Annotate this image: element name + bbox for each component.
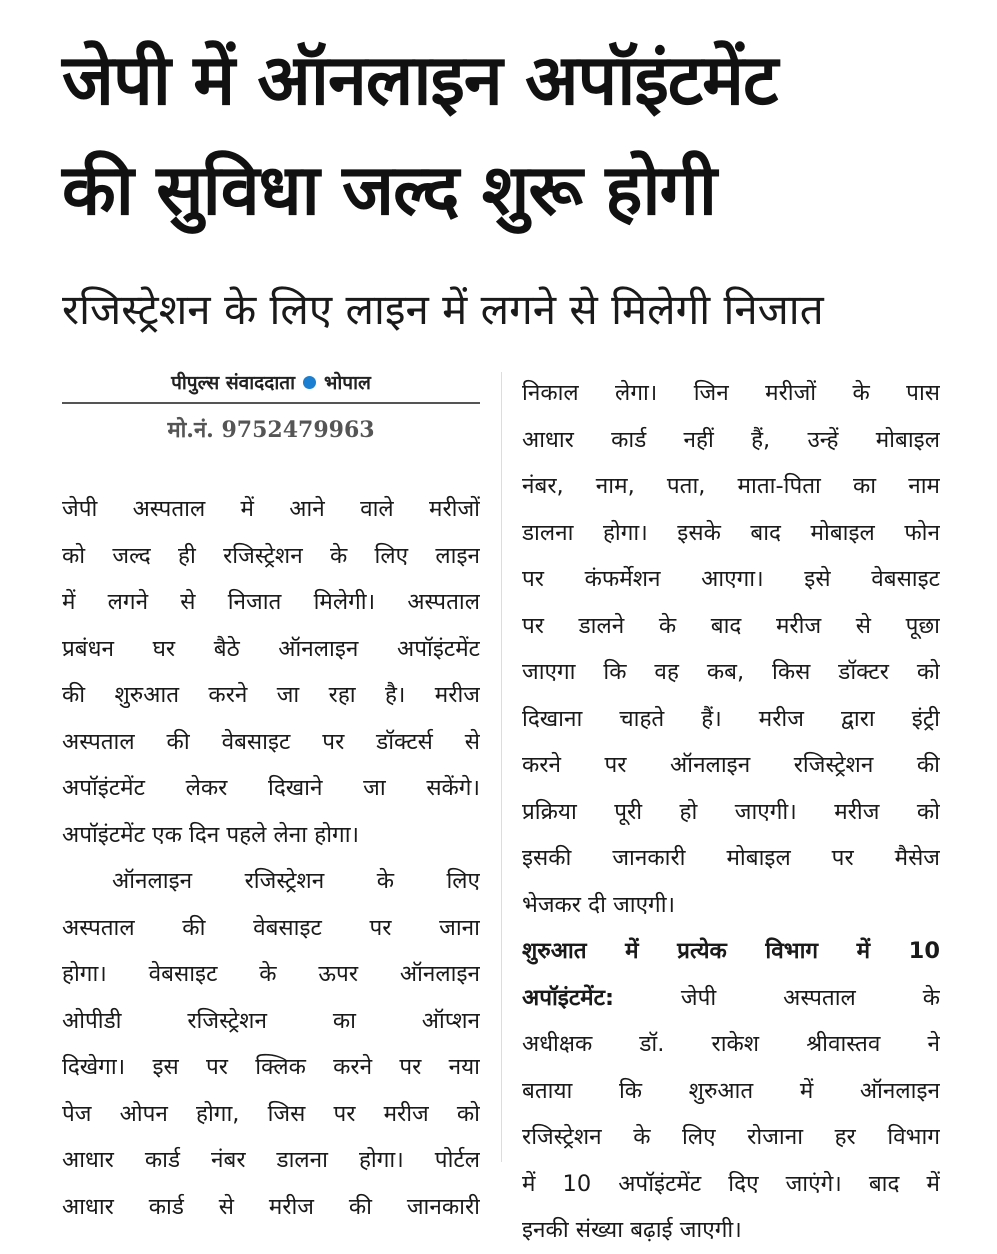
text-line: इनकी संख्या बढ़ाई जाएगी। bbox=[522, 1217, 742, 1243]
reporter-phone: मो.नं. 9752479963 bbox=[167, 417, 375, 443]
text-line: प्रक्रिया पूरी हो जाएगी। मरीज को bbox=[522, 798, 940, 825]
text-line: आधार कार्ड नहीं हैं, उन्हें मोबाइल bbox=[522, 426, 940, 453]
text-line: अपॉइंटमेंट लेकर दिखाने जा सकेंगे। bbox=[62, 775, 480, 801]
subheading-tail: अपॉइंटमेंट: bbox=[522, 984, 614, 1011]
subheading-line: शुरुआत में प्रत्येक विभाग में 10 bbox=[522, 938, 940, 964]
text-line: जेपी अस्पताल में आने वाले मरीजों bbox=[62, 496, 480, 522]
headline-line-2: की सुविधा जल्द शुरू होगी bbox=[62, 149, 717, 231]
text-line: होगा। वेबसाइट के ऊपर ऑनलाइन bbox=[62, 961, 480, 987]
text-line: प्रबंधन घर बैठे ऑनलाइन अपॉइंटमेंट bbox=[62, 635, 480, 662]
text-line: डालना होगा। इसके बाद मोबाइल फोन bbox=[522, 519, 940, 546]
text-line: अधीक्षक डॉ. राकेश श्रीवास्तव ने bbox=[522, 1031, 940, 1057]
text-line: को जल्द ही रजिस्ट्रेशन के लिए लाइन bbox=[62, 542, 480, 569]
text-line: निकाल लेगा। जिन मरीजों के पास bbox=[522, 380, 940, 406]
text-line: पेज ओपन होगा, जिस पर मरीज को bbox=[62, 1100, 480, 1127]
text-line: नंबर, नाम, पता, माता-पिता का नाम bbox=[522, 473, 940, 499]
headline-line-1: जेपी में ऑनलाइन अपॉइंटमेंट bbox=[62, 39, 778, 121]
text-line: ओपीडी रजिस्ट्रेशन का ऑप्शन bbox=[62, 1007, 480, 1034]
text-line: में लगने से निजात मिलेगी। अस्पताल bbox=[62, 589, 480, 615]
text-line: अस्पताल की वेबसाइट पर जाना bbox=[62, 914, 480, 941]
paragraph-start: जेपी अस्पताल के bbox=[680, 984, 940, 1011]
subheadline: रजिस्ट्रेशन के लिए लाइन में लगने से मिलेगी निजात bbox=[62, 285, 824, 334]
text-line: दिखेगा। इस पर क्लिक करने पर नया bbox=[62, 1054, 480, 1080]
article-column-left bbox=[62, 486, 480, 1230]
byline bbox=[62, 362, 480, 404]
bullet-dot-icon bbox=[303, 376, 316, 389]
text-line: भेजकर दी जाएगी। bbox=[522, 891, 676, 918]
text-line: में 10 अपॉइंटमेंट दिए जाएंगे। बाद में bbox=[522, 1170, 940, 1197]
text-line: पर कंफर्मेशन आएगा। इसे वेबसाइट bbox=[522, 566, 940, 592]
text-line: अस्पताल की वेबसाइट पर डॉक्टर्स से bbox=[62, 728, 480, 755]
text-line: आधार कार्ड से मरीज की जानकारी bbox=[62, 1193, 480, 1220]
subheading-text-line bbox=[522, 975, 940, 1022]
text-line: बताया कि शुरुआत में ऑनलाइन bbox=[522, 1077, 940, 1104]
text-line: रजिस्ट्रेशन के लिए रोजाना हर विभाग bbox=[522, 1124, 940, 1150]
reporter-name: पीपुल्स संवाददाता bbox=[171, 372, 296, 394]
text-line: अपॉइंटमेंट एक दिन पहले लेना होगा। bbox=[62, 821, 360, 848]
text-line: पर डालने के बाद मरीज से पूछा bbox=[522, 612, 940, 639]
article-column-right bbox=[522, 370, 940, 1254]
text-line: करने पर ऑनलाइन रजिस्ट्रेशन की bbox=[522, 752, 940, 778]
dateline-city: भोपाल bbox=[324, 372, 371, 394]
column-divider bbox=[501, 372, 502, 1162]
text-line: जाएगा कि वह कब, किस डॉक्टर को bbox=[522, 659, 940, 685]
text-line: आधार कार्ड नंबर डालना होगा। पोर्टल bbox=[62, 1147, 480, 1173]
text-line: दिखाना चाहते हैं। मरीज द्वारा इंट्री bbox=[522, 705, 940, 732]
text-line: ऑनलाइन रजिस्ट्रेशन के लिए bbox=[112, 868, 480, 894]
text-line: की शुरुआत करने जा रहा है। मरीज bbox=[62, 682, 480, 708]
text-line: इसकी जानकारी मोबाइल पर मैसेज bbox=[522, 845, 940, 871]
